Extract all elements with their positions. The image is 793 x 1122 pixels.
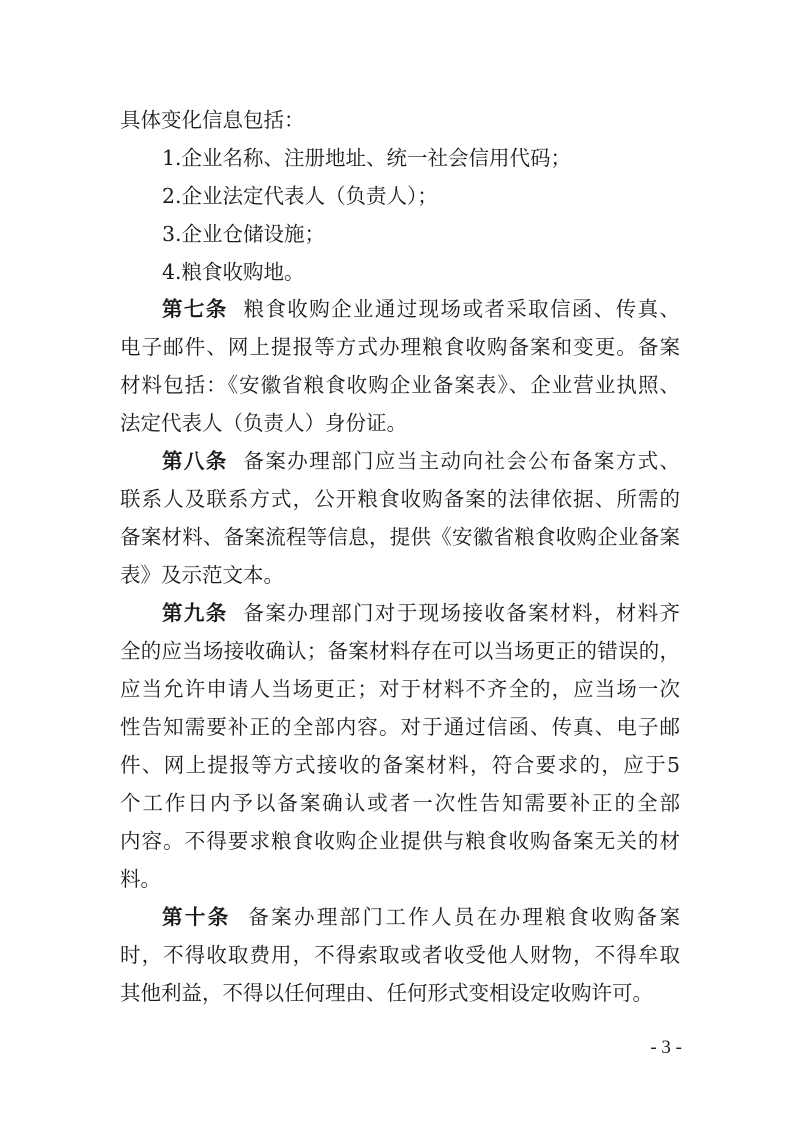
article-9-text: 备案办理部门对于现场接收备案材料，材料齐 bbox=[243, 601, 680, 625]
change-item-4: 4.粮食收购地。 bbox=[162, 260, 305, 284]
intro-line: 具体变化信息包括： bbox=[120, 108, 305, 132]
page-number: - 3 - bbox=[650, 1037, 682, 1058]
article-9-line: 性告知需要补正的全部内容。对于通过信函、传真、电子邮 bbox=[120, 715, 680, 739]
article-7-text: 粮食收购企业通过现场或者采取信函、传真、 bbox=[243, 297, 680, 321]
article-7-line: 法定代表人（负责人）身份证。 bbox=[120, 411, 407, 435]
article-9-line: 内容。不得要求粮食收购企业提供与粮食收购备案无关的材 bbox=[120, 829, 680, 853]
article-10-label: 第十条 bbox=[162, 905, 231, 929]
change-item-2: 2.企业法定代表人（负责人）； bbox=[162, 184, 438, 208]
article-8-text: 备案办理部门应当主动向社会公布备案方式、 bbox=[243, 449, 680, 473]
article-9-line: 全的应当场接收确认；备案材料存在可以当场更正的错误的， bbox=[120, 639, 680, 663]
article-9-label: 第九条 bbox=[162, 601, 228, 625]
article-9-line: 料。 bbox=[120, 867, 161, 891]
article-7-line: 材料包括：《安徽省粮食收购企业备案表》、企业营业执照、 bbox=[120, 373, 680, 397]
article-8-line: 联系人及联系方式，公开粮食收购备案的法律依据、所需的 bbox=[120, 487, 680, 511]
article-7-label: 第七条 bbox=[162, 297, 228, 321]
article-10-line: 其他利益，不得以任何理由、任何形式变相设定收购许可。 bbox=[120, 981, 653, 1005]
article-9-line: 应当允许申请人当场更正；对于材料不齐全的，应当场一次 bbox=[120, 677, 680, 701]
article-9-line: 件、网上提报等方式接收的备案材料，符合要求的，应于5 bbox=[120, 753, 680, 777]
change-item-3: 3.企业仓储设施； bbox=[162, 222, 326, 246]
article-10-text: 备案办理部门工作人员在办理粮食收购备案 bbox=[248, 905, 681, 929]
article-10-line: 时，不得收取费用，不得索取或者收受他人财物，不得牟取 bbox=[120, 943, 680, 967]
article-9-first-line bbox=[162, 594, 680, 632]
article-8-line: 备案材料、备案流程等信息，提供《安徽省粮食收购企业备案 bbox=[120, 525, 680, 549]
article-7-first-line bbox=[162, 290, 680, 328]
article-9-line: 个工作日内予以备案确认或者一次性告知需要补正的全部 bbox=[120, 791, 680, 815]
article-7-line: 电子邮件、网上提报等方式办理粮食收购备案和变更。备案 bbox=[120, 335, 680, 359]
change-item-1: 1.企业名称、注册地址、统一社会信用代码； bbox=[162, 146, 572, 170]
article-8-label: 第八条 bbox=[162, 449, 228, 473]
article-8-first-line bbox=[162, 442, 680, 480]
article-8-line: 表》及示范文本。 bbox=[120, 563, 284, 587]
article-10-first-line bbox=[162, 898, 680, 936]
